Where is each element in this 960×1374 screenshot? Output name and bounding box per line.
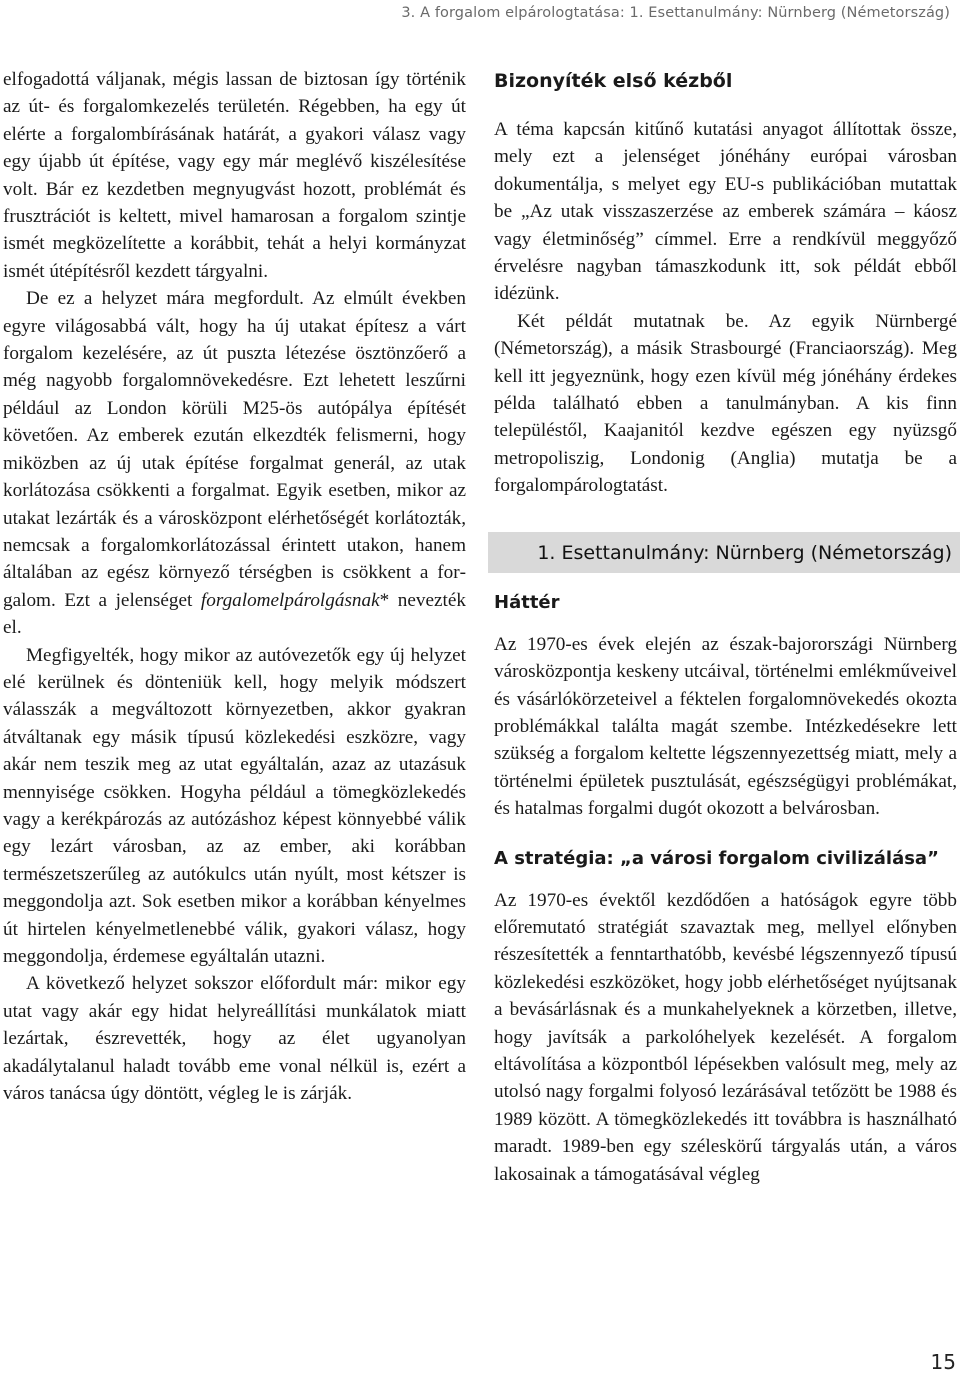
- running-header: 3. A forgalom elpárologtatása: 1. Esettanulmány: Nürnberg (Németország): [401, 5, 950, 21]
- right-column: [494, 68, 957, 1188]
- subheading-background: Háttér: [494, 591, 560, 613]
- subheading-strategy: A stratégia: „a városi forgalom civilizálása”: [494, 847, 939, 869]
- case-study-title-bar: 1. Esettanulmány: Nürnberg (Németország): [488, 532, 960, 573]
- paragraph-two-examples: Két példát mutatnak be. Az egyik Nürnbergé (Németország), a másik Strasbourgé (Franciaország). Meg kell itt jegyeznünk, hogy ezen kívül még jónéhány érdekes példa található ebben a tanulmányban. A kis finn településtől, Kaajanitól kezdve egészen egy nyüzsgő metropoliszig, Londonig (Anglia) mutatja be a forgalompárologtatást.: [494, 310, 957, 497]
- paragraph-evaporation: [3, 285, 466, 641]
- paragraph-evaporation-end: * nevezték el.: [3, 589, 466, 639]
- paragraph-closure-example: A következő helyzet sokszor előfordult már: mikor egy utat vagy akár egy hidat helyreállítási munkálatok miatt lezártak, észrevették, hogy az élet ugyanolyan akadálytalanul haladt tovább eme vonal nélkül is, ezért a város tanácsa úgy döntött, végleg le is zárják.: [3, 973, 466, 1105]
- paragraph-research: A téma kapcsán kitűnő kutatási anyagot állítottak össze, mely ezt a jelenséget jónéhány európai városban dokumentálja, s melyet egy EU-s publikációban mutattak be „Az utak visszaszerzése az emberek számára – káosz vagy életminőség” címmel. Erre a rendkívül meggyőző érvelésre nagyban támaszkodunk itt, sok példát ebből idézünk.: [494, 119, 957, 305]
- paragraph-background: Az 1970-es évek elején az észak-bajorországi Nürnberg városközpontja keskeny utcáival, történelmi emlékműveivel és vásárlókörzeteivel a féktelen forgalomnövekedés okozta problémákkal találta magát szembe. Intézkedésekre lett szükség a forgalom keltette légszennyezettség miatt, mely a történelmi épületek pusztulását, egészségügyi problémákat, és hatalmas forgalmi dugót okozott a belvárosban.: [494, 633, 957, 820]
- page-number: 15: [930, 1350, 956, 1374]
- paragraph-evaporation-text: De ez a helyzet mára megfordult. Az elmúlt években egyre világosabbá vált, hogy ha új utakat építesz a várt forgalom kezelésére, az út puszta létezése ösztönzőerő a még nagyobb forgalomnövekedésre. Ezt lehetett leszűrni például az London körüli M25-ös autópálya építését követően. Az emberek ezután elkezdték felismerni, hogy miközben az új utak építése forgalmat generál, az utak korlátozása csökkenti a forgalmat. Egyik esetben, mikor az utakat lezárták és a városközpont elérhetőségét korlátozták, nemcsak a forgalomkorlátozással érintett utakon, hanem általában az egész környező térségben is csökkent a forgalom. Ezt a jelenséget: [3, 288, 466, 611]
- section-heading-evidence: Bizonyíték első kézből: [494, 70, 733, 92]
- left-column: [3, 66, 466, 1107]
- paragraph-intro-continued: elfogadottá váljanak, mégis lassan de biztosan így történik az út- és forgalomkezelés területén. Régebben, ha egy út elérte a forgalombírásának határát, a gyakori válasz vagy egy újabb út építése, vagy egy már meglévő kiszélesítése volt. Bár ez kezdetben megnyugvást hozott, problémát és frusztrációt is keltett, mivel hamarosan a forgalom szintje ismét megközelítette a korábbit, tehát a helyi kormányzat ismét útépítésről kezdett tárgyalni.: [3, 69, 466, 282]
- paragraph-strategy: Az 1970-es évektől kezdődően a hatóságok egyre több előremutató stratégiát szavaztak meg, mellyel előnyben részesítették a fenntarthatóbb, kevésbé légszennyező típusú közlekedési eszközöket, hogy jobb elérhetőséget nyújtsanak a bevásárlásnak és a munkahelyeknek a körzetben, illetve, hogy javítsák a parkolóhelyek kezelését. A forgalom eltávolítása a központból lépésekben valósult meg, mely az utolsó nagy forgalmi folyosó lezárásával tetőzött be 1988 és 1989 között. A tömegközlekedés itt továbbra is használható maradt. 1989-ben egy széleskörű tárgyalás után, a város lakosainak a támogatásával végleg: [494, 889, 957, 1185]
- paragraph-driver-behavior: Megfigyelték, hogy mikor az autóvezetők egy új helyzet elé kerülnek és dönteniük kell, hogy melyik módszert válasszák a megváltozott környezetben, akkor gyakran átváltanak egy másik típusú közlekedési eszközre, vagy akár nem teszik meg az utat egyáltalán, azaz az utazásuk mennyisége csökken. Hogyha például a tömegközlekedés vagy a kerékpározás az autózáshoz képest könnyebbé válik egy lezárt városban, az az ember, aki korábban természetszerűleg az autókulcs után nyúlt, most kétszer is meggondolja azt. Sok esetben mikor a korábban kényelmes út hirtelen kényelmetlenebbé válik, gyakori válasz, hogy meggondolja, érdemese egyáltalán utazni.: [3, 644, 466, 967]
- term-forgalomelparolgas: forgalomelpárolgásnak: [200, 589, 380, 611]
